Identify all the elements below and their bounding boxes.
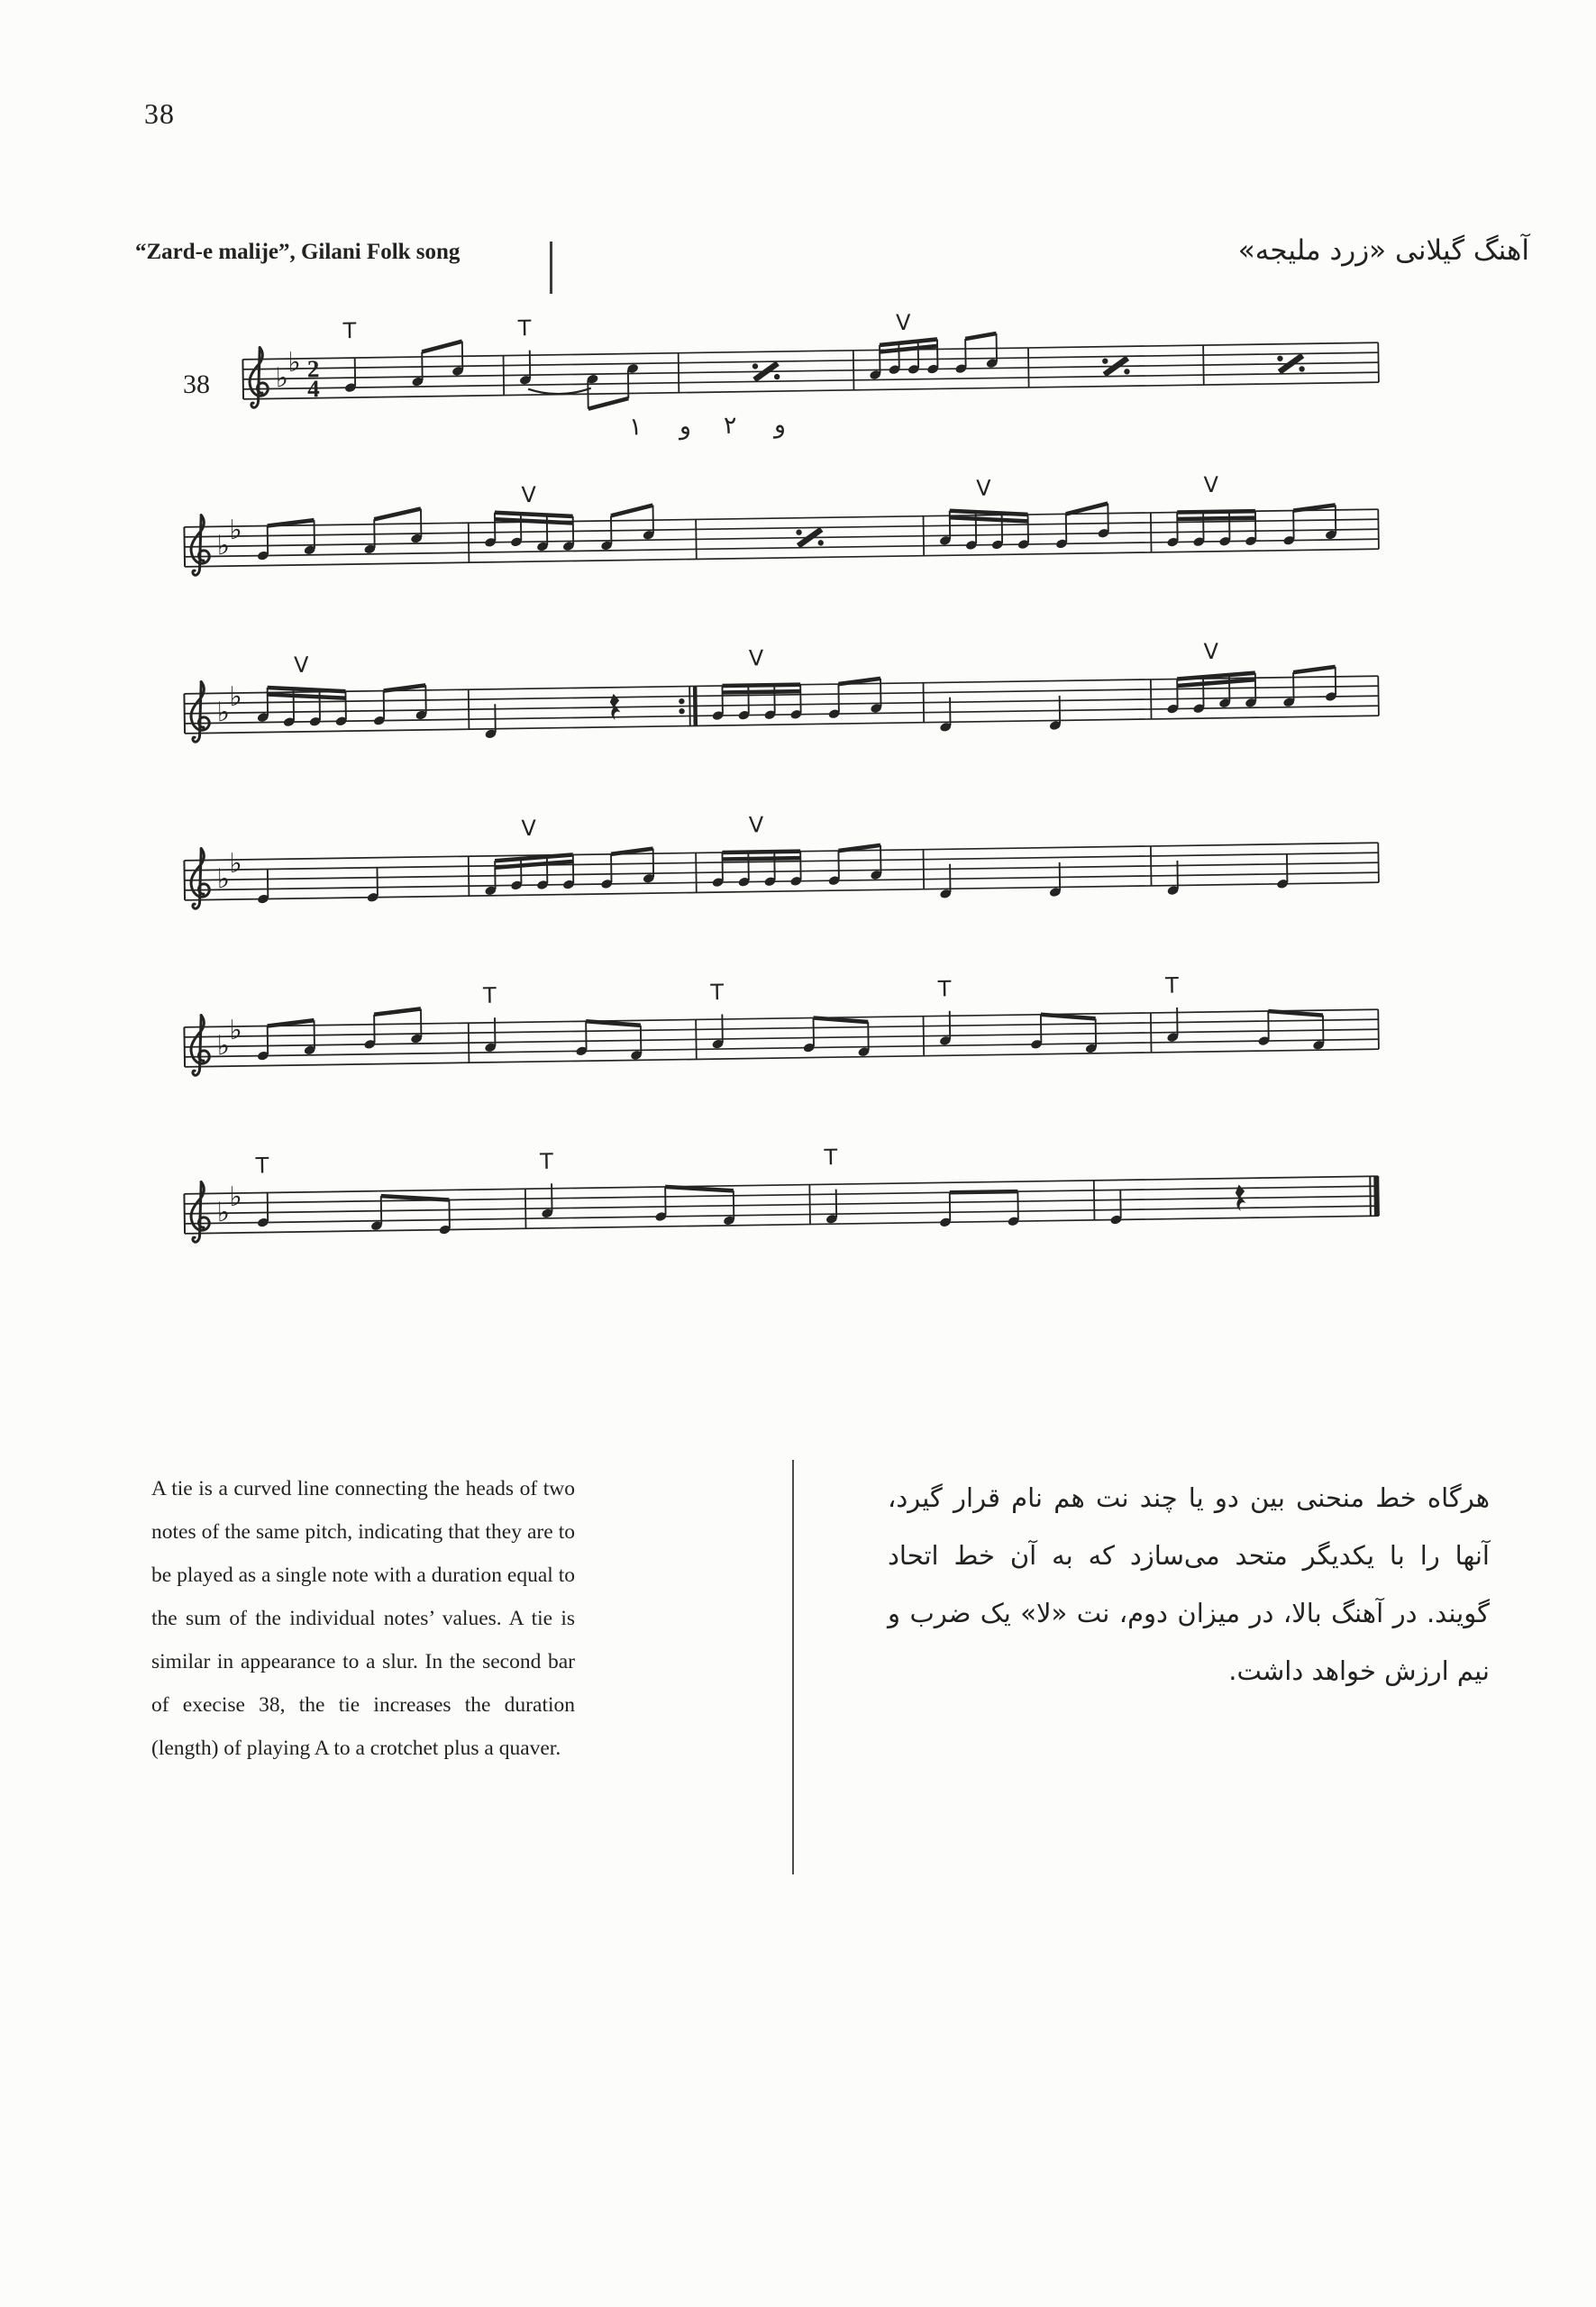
staff — [175, 293, 1390, 482]
footer-divider-rule — [792, 1460, 794, 1874]
bowing-mark-V: V — [895, 309, 911, 336]
staff — [175, 1126, 1390, 1316]
exercise-number: 38 — [183, 369, 210, 399]
bowing-mark-V: V — [293, 652, 309, 679]
flat-sign: ♭ — [275, 362, 289, 395]
flat-sign: ♭ — [229, 847, 242, 880]
flat-sign: ♭ — [229, 1014, 242, 1047]
bowing-mark-V: V — [748, 645, 764, 671]
bowing-mark-V: V — [976, 475, 991, 501]
beat-count: ۱ — [628, 413, 643, 442]
flat-sign: ♭ — [216, 530, 231, 562]
flat-sign: ♭ — [229, 514, 242, 547]
bowing-mark-T: T — [342, 318, 357, 344]
bowing-mark-V: V — [1203, 638, 1219, 665]
beat-count: ۲ — [723, 411, 737, 440]
explanation-english: A tie is a curved line connecting the heads of two notes of the same pitch, indicating that they are to be played as a single note with a duration equal to the sum of the individual notes’ values. A tie is similar in appearance to a slur. In the second bar of execise 38, the tie increases the duration (length) of playing A to a crotchet plus a quaver. — [151, 1477, 575, 1760]
beat-count: و — [679, 412, 692, 441]
bowing-mark-T: T — [482, 982, 497, 1008]
explanation-persian: هرگاه خط منحنی بین دو یا چند نت هم نام قرار گیرد، آنها را با یکدیگر متحد می‌سازد که به آن خط اتحاد گویند. در آهنگ بالا، در میزان دوم، نت «لا» یک ضرب و نیم ارزش خواهد داشت. — [888, 1482, 1490, 1686]
staff — [175, 793, 1390, 982]
page-number: 38 — [144, 97, 175, 130]
beat-count: و — [773, 410, 787, 440]
bowing-mark-T: T — [937, 976, 952, 1002]
bowing-mark-T: T — [710, 979, 725, 1006]
flat-sign: ♭ — [216, 863, 231, 896]
time-signature: 4 — [306, 375, 320, 403]
bowing-mark-T: T — [255, 1153, 269, 1179]
staff — [175, 626, 1390, 816]
flat-sign: ♭ — [216, 1197, 231, 1229]
bowing-mark-V: V — [748, 812, 764, 838]
flat-sign: ♭ — [229, 680, 242, 714]
staff — [175, 460, 1390, 649]
bowing-mark-T: T — [539, 1148, 553, 1174]
flat-sign: ♭ — [216, 697, 231, 729]
bowing-mark-T: T — [1164, 972, 1179, 998]
song-title-english: “Zard-e malije”, Gilani Folk song — [135, 240, 461, 264]
bowing-mark-V: V — [521, 816, 537, 842]
bowing-mark-T: T — [517, 315, 532, 342]
flat-sign: ♭ — [287, 346, 301, 379]
song-title-persian: آهنگ گیلانی «زرد ملیجه» — [1237, 234, 1529, 267]
flat-sign: ♭ — [229, 1181, 242, 1214]
flat-sign: ♭ — [216, 1030, 231, 1062]
bowing-mark-V: V — [1203, 471, 1219, 498]
time-signature: 2 — [306, 355, 320, 383]
bowing-mark-V: V — [521, 482, 537, 508]
staff — [175, 960, 1390, 1149]
bowing-mark-T: T — [824, 1144, 838, 1171]
